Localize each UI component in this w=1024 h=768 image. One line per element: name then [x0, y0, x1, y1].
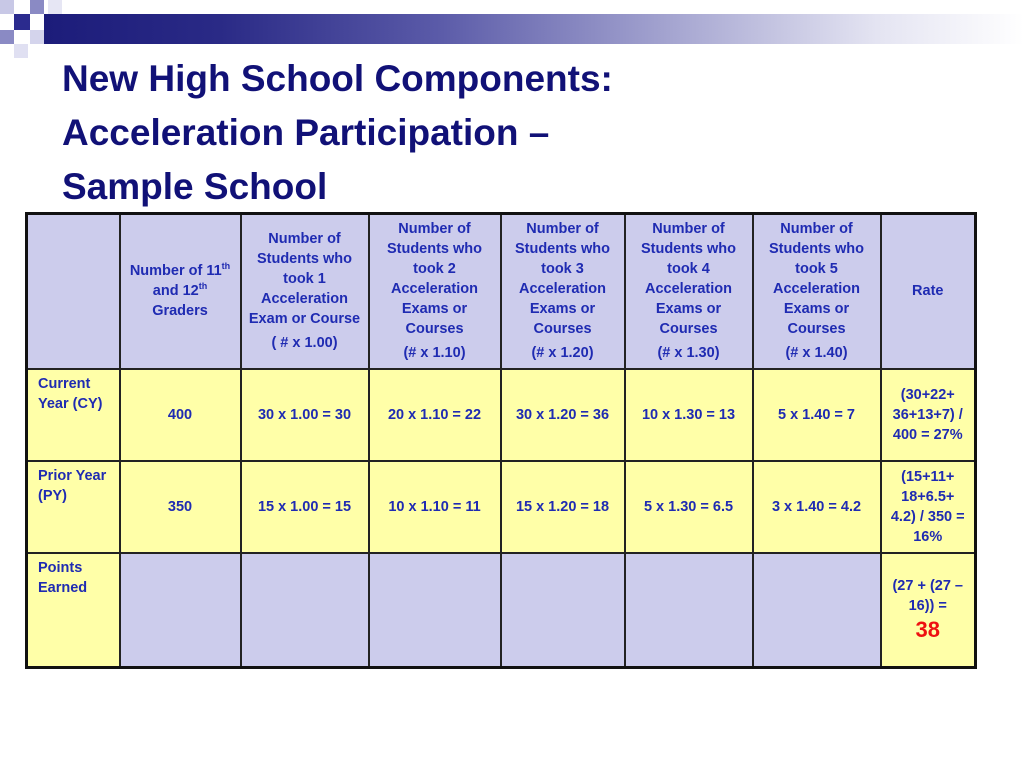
points-earned-cell — [881, 553, 976, 668]
empty-cell — [120, 553, 241, 668]
points-result: 38 — [915, 616, 940, 642]
decor-square — [0, 30, 14, 44]
row-label: Current Year (CY) — [27, 369, 120, 461]
row-label: Points Earned — [27, 553, 120, 668]
two-exams-value: 20 x 1.10 = 22 — [369, 369, 501, 461]
table-row — [27, 553, 976, 668]
decor-square — [30, 30, 44, 44]
rate-value: (15+11+ 18+6.5+ 4.2) / 350 = 16% — [881, 461, 976, 553]
three-exams-value: 15 x 1.20 = 18 — [501, 461, 625, 553]
three-exams-value: 30 x 1.20 = 36 — [501, 369, 625, 461]
header-rate: Rate — [881, 214, 976, 369]
empty-cell — [625, 553, 753, 668]
header-four-exams: Number of Students who took 4 Acceleration Exams or Courses (# x 1.30) — [625, 214, 753, 369]
four-exams-value: 10 x 1.30 = 13 — [625, 369, 753, 461]
rate-value: (30+22+ 36+13+7) / 400 = 27% — [881, 369, 976, 461]
header-graders: Number of 11th and 12th Graders — [120, 214, 241, 369]
header-corner-cell — [27, 214, 120, 369]
empty-cell — [241, 553, 369, 668]
empty-cell — [501, 553, 625, 668]
header-three-exams: Number of Students who took 3 Acceleration Exams or Courses (# x 1.20) — [501, 214, 625, 369]
four-exams-value: 5 x 1.30 = 6.5 — [625, 461, 753, 553]
slide-title — [62, 52, 962, 214]
empty-cell — [753, 553, 881, 668]
five-exams-value: 3 x 1.40 = 4.2 — [753, 461, 881, 553]
decor-square — [14, 44, 28, 58]
header-five-exams: Number of Students who took 5 Acceleration Exams or Courses (# x 1.40) — [753, 214, 881, 369]
decor-square — [30, 0, 44, 14]
header-row — [27, 214, 976, 369]
table-row — [27, 369, 976, 461]
five-exams-value: 5 x 1.40 = 7 — [753, 369, 881, 461]
empty-cell — [369, 553, 501, 668]
decor-square — [48, 0, 62, 14]
row-label: Prior Year (PY) — [27, 461, 120, 553]
two-exams-value: 10 x 1.10 = 11 — [369, 461, 501, 553]
one-exam-value: 15 x 1.00 = 15 — [241, 461, 369, 553]
title-line-2: Acceleration Participation – — [62, 112, 550, 153]
top-gradient-bar — [44, 14, 1024, 44]
graders-count: 350 — [120, 461, 241, 553]
points-formula: (27 + (27 – 16)) = — [892, 577, 964, 614]
decor-square — [14, 14, 30, 30]
header-two-exams: Number of Students who took 2 Acceleration Exams or Courses (# x 1.10) — [369, 214, 501, 369]
title-line-1: New High School Components: — [62, 58, 613, 99]
one-exam-value: 30 x 1.00 = 30 — [241, 369, 369, 461]
acceleration-table — [25, 212, 977, 669]
decor-square — [0, 0, 14, 14]
graders-count: 400 — [120, 369, 241, 461]
title-line-3: Sample School — [62, 166, 328, 207]
table-row — [27, 461, 976, 553]
header-one-exam: Number of Students who took 1 Acceleration Exam or Course ( # x 1.00) — [241, 214, 369, 369]
